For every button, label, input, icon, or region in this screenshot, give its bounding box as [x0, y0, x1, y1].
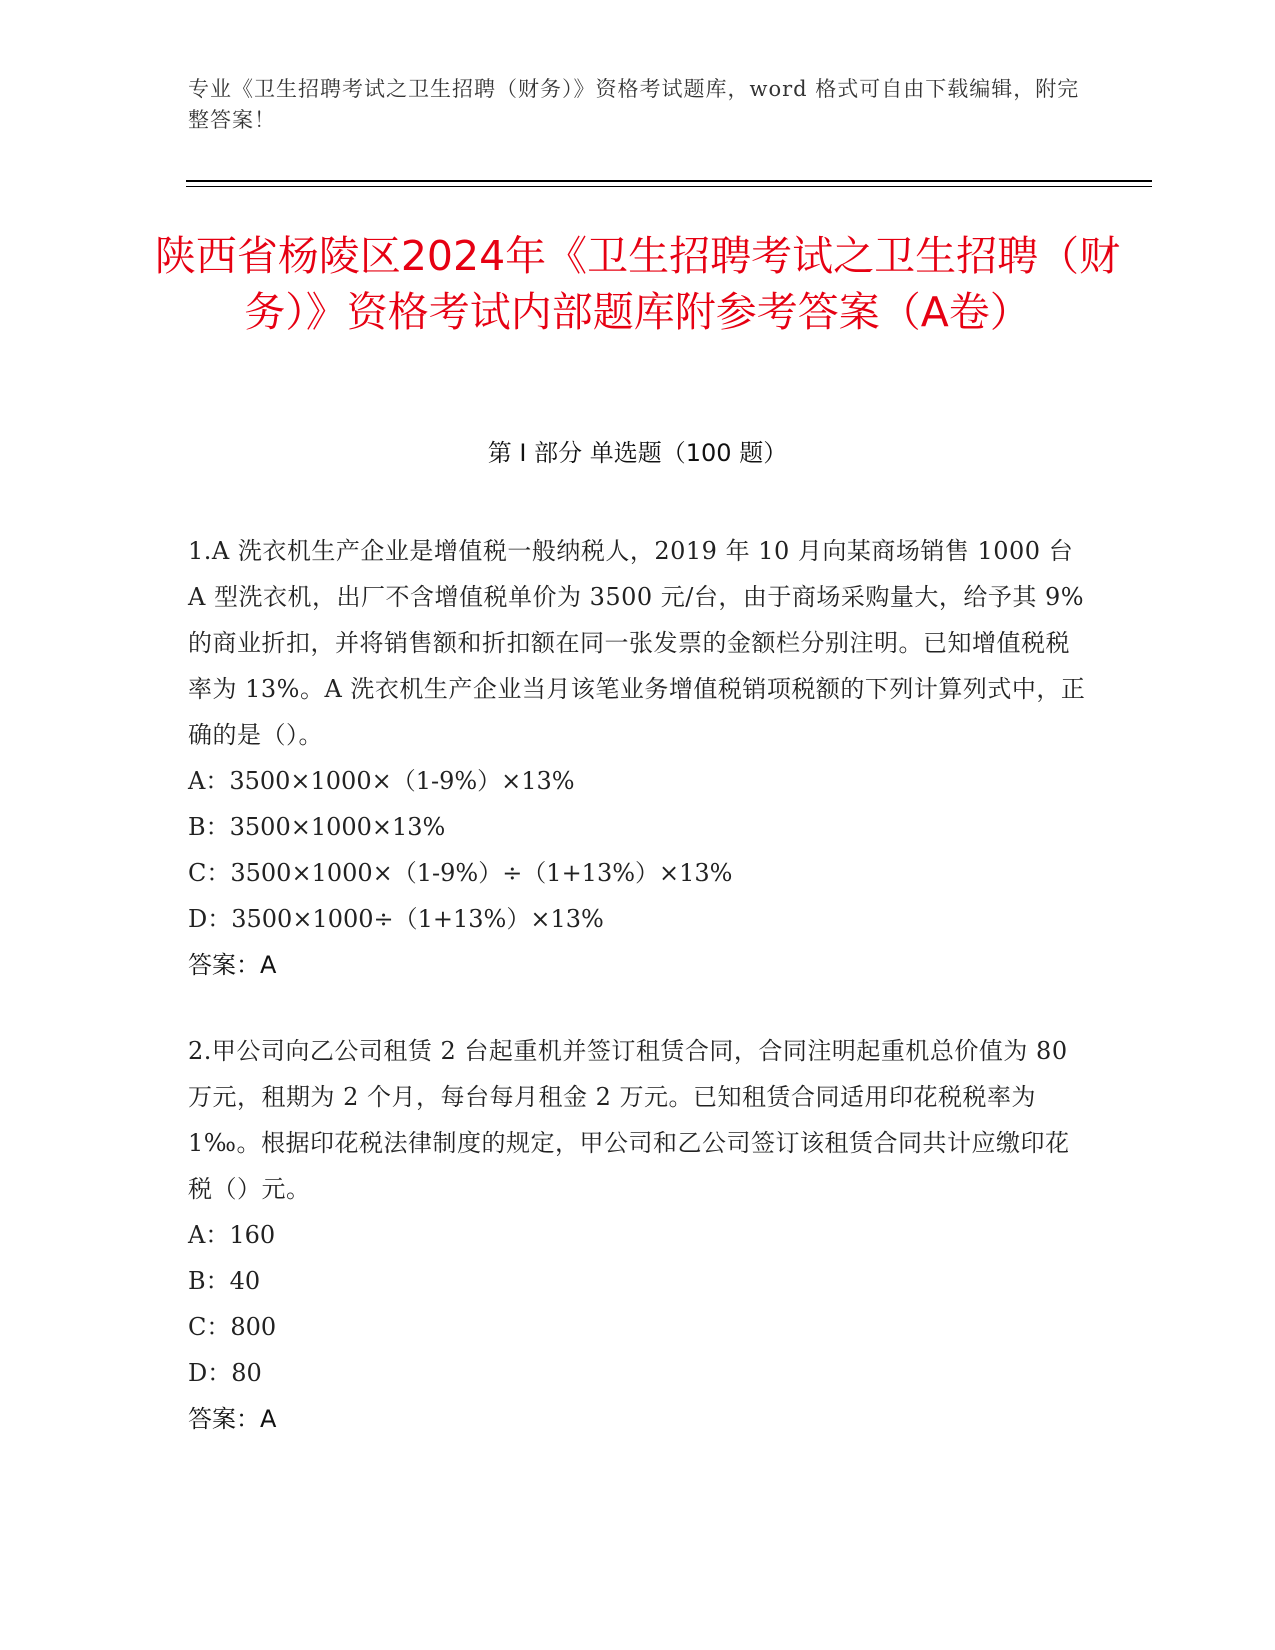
- question-2-option-d: D：80: [188, 1359, 262, 1387]
- question-1-option-b: B：3500×1000×13%: [188, 813, 446, 841]
- question-2-option-c: C：800: [188, 1313, 277, 1341]
- question-2-option-b: B：40: [188, 1267, 261, 1295]
- document-title: 陕西省杨陵区2024年《卫生招聘考试之卫生招聘（财务）》资格考试内部题库附参考答案（A卷）: [154, 232, 1121, 336]
- question-2-stem: 2.甲公司向乙公司租赁 2 台起重机并签订租赁合同，合同注明起重机总价值为 80 万元，租期为 2 个月，每台每月租金 2 万元。已知租赁合同适用印花税税率为 1‰。根据印花税法律制度的规定，甲公司和乙公司签订该租赁合同共计应缴印花税（）元。: [188, 1037, 1070, 1203]
- question-2-option-a: A：160: [188, 1221, 276, 1249]
- question-2: [188, 1028, 1088, 1442]
- question-1-option-a: A：3500×1000×（1-9%）×13%: [188, 767, 575, 795]
- question-1: [188, 528, 1088, 988]
- section-title: 第 I 部分 单选题（100 题）: [487, 439, 788, 467]
- question-2-answer: 答案：A: [188, 1405, 277, 1433]
- header-divider-thick: [186, 180, 1152, 182]
- question-1-answer: 答案：A: [188, 951, 277, 979]
- question-1-stem: 1.A 洗衣机生产企业是增值税一般纳税人，2019 年 10 月向某商场销售 1000 台 A 型洗衣机，出厂不含增值税单价为 3500 元/台，由于商场采购量大，给予其 9%的商业折扣，并将销售额和折扣额在同一张发票的金额栏分别注明。已知增值税税率为 13%。A 洗衣机生产企业当月该笔业务增值税销项税额的下列计算列式中，正确的是（）。: [188, 537, 1086, 749]
- question-1-option-d: D：3500×1000÷（1+13%）×13%: [188, 905, 604, 933]
- header-note: 专业《卫生招聘考试之卫生招聘（财务）》资格考试题库，word 格式可自由下载编辑，附完整答案！: [188, 77, 1080, 132]
- header-divider-thin: [186, 186, 1152, 187]
- question-1-option-c: C：3500×1000×（1-9%）÷（1+13%）×13%: [188, 859, 733, 887]
